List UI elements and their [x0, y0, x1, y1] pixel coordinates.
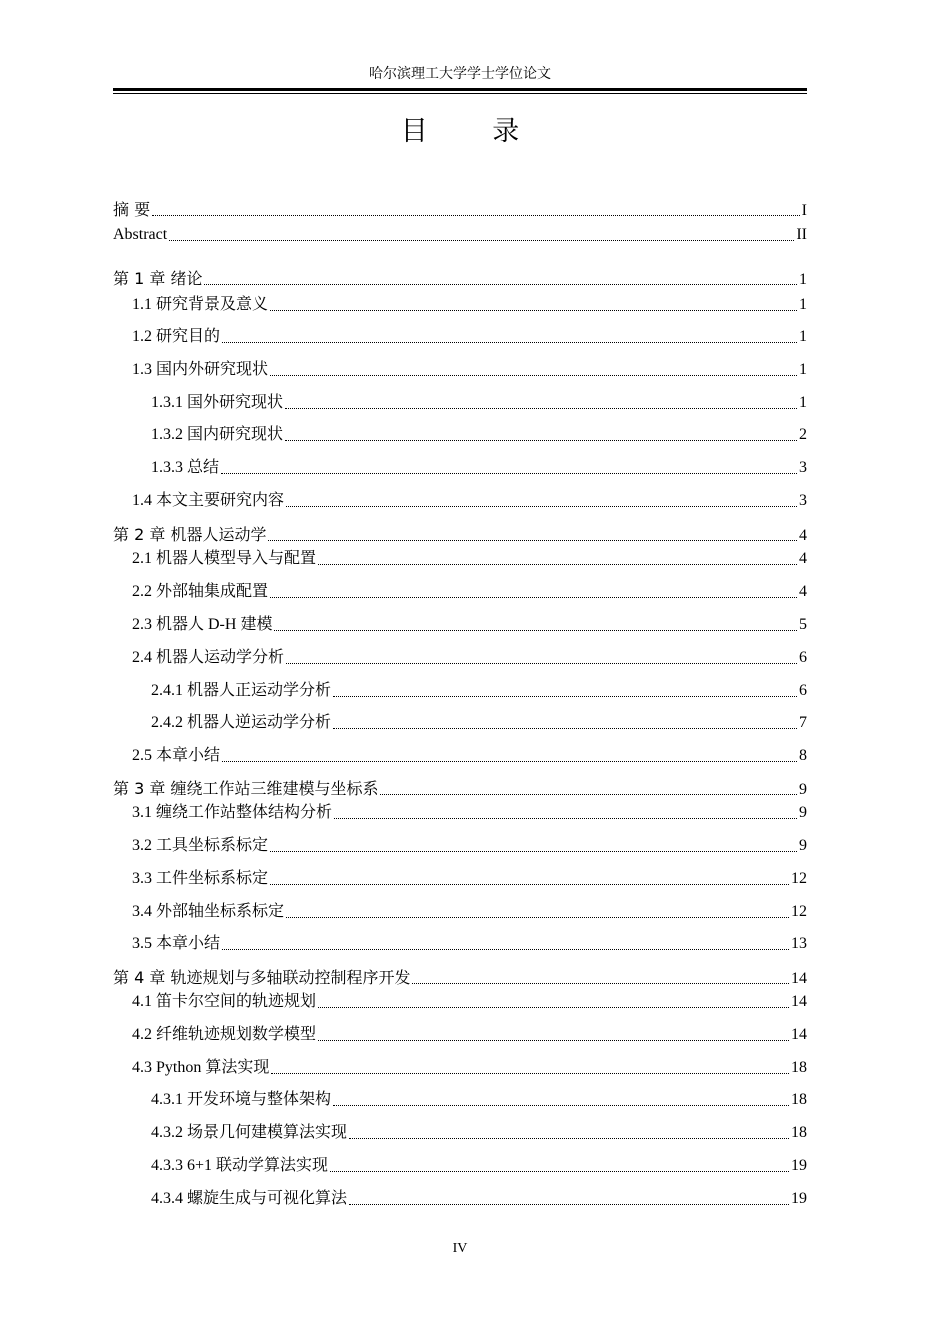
dot-leader [318, 1025, 789, 1041]
dot-leader [169, 225, 794, 241]
toc-entry-title: 2.3 机器人 D-H 建模 [132, 616, 273, 633]
toc-entry[interactable] [113, 457, 807, 479]
toc-entry-page: 14 [791, 970, 807, 987]
toc-entry-page: 7 [799, 714, 807, 731]
toc-entry-page: 3 [799, 459, 807, 476]
toc-entry[interactable] [113, 802, 807, 824]
dot-leader [221, 458, 797, 474]
toc-entry-title: 1.3.2 国内研究现状 [151, 426, 284, 443]
toc-entry-page: 1 [799, 328, 807, 345]
dot-leader [330, 1156, 789, 1172]
dot-leader [349, 1189, 789, 1205]
toc-entry[interactable] [113, 268, 807, 290]
toc-entry-title: 4.3.3 6+1 联动学算法实现 [151, 1157, 329, 1174]
toc-entry[interactable] [113, 199, 807, 221]
toc-entry-title: 2.5 本章小结 [132, 747, 221, 764]
dot-leader [270, 360, 797, 376]
dot-leader [286, 902, 789, 918]
toc-entry-title: 2.2 外部轴集成配置 [132, 583, 269, 600]
toc-entry-page: 18 [791, 1124, 807, 1141]
dot-leader [285, 425, 797, 441]
toc-entry-title: 3.4 外部轴坐标系标定 [132, 903, 285, 920]
toc-entry[interactable] [113, 647, 807, 669]
toc-entry[interactable] [113, 224, 807, 246]
page-title: 目 录 [400, 116, 548, 147]
dot-leader [270, 869, 789, 885]
toc-entry[interactable] [113, 490, 807, 512]
toc-entry-page: 6 [799, 682, 807, 699]
toc-entry[interactable] [113, 778, 807, 800]
toc-entry[interactable] [113, 424, 807, 446]
toc-entry-title: 1.3 国内外研究现状 [132, 361, 269, 378]
toc-entry-title: 3.1 缠绕工作站整体结构分析 [132, 804, 333, 821]
toc-entry-page: I [801, 202, 807, 219]
header-rule-thick [113, 88, 807, 91]
dot-leader [222, 934, 789, 950]
toc-entry[interactable] [113, 933, 807, 955]
toc-entry[interactable] [113, 326, 807, 348]
dot-leader [204, 269, 797, 285]
toc-entry-title: 4.3.1 开发环境与整体架构 [151, 1091, 332, 1108]
toc-entry-page: II [796, 226, 807, 243]
dot-leader [222, 746, 797, 762]
toc-entry[interactable] [113, 1122, 807, 1144]
toc-entry-page: 19 [791, 1157, 807, 1174]
toc-entry-title: 1.4 本文主要研究内容 [132, 492, 285, 509]
toc-entry[interactable] [113, 991, 807, 1013]
toc-entry-page: 4 [799, 550, 807, 567]
dot-leader [271, 1058, 789, 1074]
toc-entry-page: 6 [799, 649, 807, 666]
toc-entry-page: 9 [799, 837, 807, 854]
toc-entry-page: 1 [799, 271, 807, 288]
toc-entry[interactable] [113, 581, 807, 603]
dot-leader [274, 615, 797, 631]
toc-entry-page: 8 [799, 747, 807, 764]
toc-entry[interactable] [113, 868, 807, 890]
toc-entry-page: 1 [799, 361, 807, 378]
toc-entry[interactable] [113, 392, 807, 414]
dot-leader [318, 992, 789, 1008]
toc-entry-page: 19 [791, 1190, 807, 1207]
dot-leader [334, 803, 797, 819]
toc-entry[interactable] [113, 359, 807, 381]
toc-entry[interactable] [113, 1057, 807, 1079]
toc-entry-page: 4 [799, 583, 807, 600]
toc-entry[interactable] [113, 548, 807, 570]
toc-entry-page: 1 [799, 296, 807, 313]
dot-leader [380, 779, 797, 795]
dot-leader [270, 295, 797, 311]
toc-entry[interactable] [113, 680, 807, 702]
toc-entry[interactable] [113, 1024, 807, 1046]
toc-entry-page: 12 [791, 903, 807, 920]
header-rule-thin [113, 93, 807, 94]
toc-entry-title: Abstract [113, 226, 168, 243]
toc-entry-title: 第 3 章 缠绕工作站三维建模与坐标系 [113, 779, 379, 798]
toc-entry-page: 18 [791, 1059, 807, 1076]
toc-entry-title: 4.2 纤维轨迹规划数学模型 [132, 1026, 317, 1043]
dot-leader [333, 713, 797, 729]
toc-entry-title: 2.1 机器人模型导入与配置 [132, 550, 317, 567]
dot-leader [349, 1123, 789, 1139]
toc-entry[interactable] [113, 712, 807, 734]
toc-entry[interactable] [113, 294, 807, 316]
toc-entry-page: 9 [799, 781, 807, 798]
toc-entry-page: 5 [799, 616, 807, 633]
toc-entry[interactable] [113, 901, 807, 923]
dot-leader [286, 648, 797, 664]
toc-entry-title: 第 4 章 轨迹规划与多轴联动控制程序开发 [113, 968, 411, 987]
toc-entry-title: 3.2 工具坐标系标定 [132, 837, 269, 854]
toc-entry[interactable] [113, 1155, 807, 1177]
toc-entry-page: 14 [791, 993, 807, 1010]
toc-entry-title: 4.1 笛卡尔空间的轨迹规划 [132, 993, 317, 1010]
toc-entry-page: 18 [791, 1091, 807, 1108]
dot-leader [333, 681, 797, 697]
toc-entry-title: 第 1 章 绪论 [113, 269, 203, 288]
toc-entry-title: 4.3 Python 算法实现 [132, 1059, 270, 1076]
toc-entry-title: 1.1 研究背景及意义 [132, 296, 269, 313]
toc-entry[interactable] [113, 835, 807, 857]
toc-entry-page: 13 [791, 935, 807, 952]
dot-leader [222, 327, 797, 343]
toc-entry-title: 3.5 本章小结 [132, 935, 221, 952]
toc-entry-title: 摘 要 [113, 200, 151, 219]
toc-entry-title: 1.2 研究目的 [132, 328, 221, 345]
dot-leader [286, 491, 797, 507]
toc-entry-page: 1 [799, 394, 807, 411]
toc-entry-title: 4.3.4 螺旋生成与可视化算法 [151, 1190, 348, 1207]
toc-entry-title: 2.4 机器人运动学分析 [132, 649, 285, 666]
dot-leader [285, 393, 797, 409]
dot-leader [152, 200, 800, 216]
toc-entry-title: 4.3.2 场景几何建模算法实现 [151, 1124, 348, 1141]
dot-leader [270, 582, 797, 598]
toc-entry[interactable] [113, 1188, 807, 1210]
toc-entry-title: 3.3 工件坐标系标定 [132, 870, 269, 887]
toc-entry-page: 2 [799, 426, 807, 443]
toc-entry-page: 4 [799, 527, 807, 544]
dot-leader [318, 549, 797, 565]
dot-leader [333, 1090, 789, 1106]
toc-entry-page: 9 [799, 804, 807, 821]
toc-entry-title: 2.4.2 机器人逆运动学分析 [151, 714, 332, 731]
running-header: 哈尔滨理工大学学士学位论文 [369, 67, 551, 82]
toc-entry[interactable] [113, 524, 807, 546]
toc-entry-page: 3 [799, 492, 807, 509]
toc-entry[interactable] [113, 1089, 807, 1111]
toc-entry-title: 1.3.3 总结 [151, 459, 220, 476]
toc-entry-page: 12 [791, 870, 807, 887]
page-number: IV [452, 1241, 468, 1256]
dot-leader [412, 968, 789, 984]
toc-entry-title: 第 2 章 机器人运动学 [113, 525, 267, 544]
dot-leader [270, 836, 797, 852]
dot-leader [268, 525, 797, 541]
toc-entry[interactable] [113, 614, 807, 636]
toc-entry[interactable] [113, 967, 807, 989]
toc-entry[interactable] [113, 745, 807, 767]
toc-entry-title: 1.3.1 国外研究现状 [151, 394, 284, 411]
toc-entry-title: 2.4.1 机器人正运动学分析 [151, 682, 332, 699]
toc-entry-page: 14 [791, 1026, 807, 1043]
